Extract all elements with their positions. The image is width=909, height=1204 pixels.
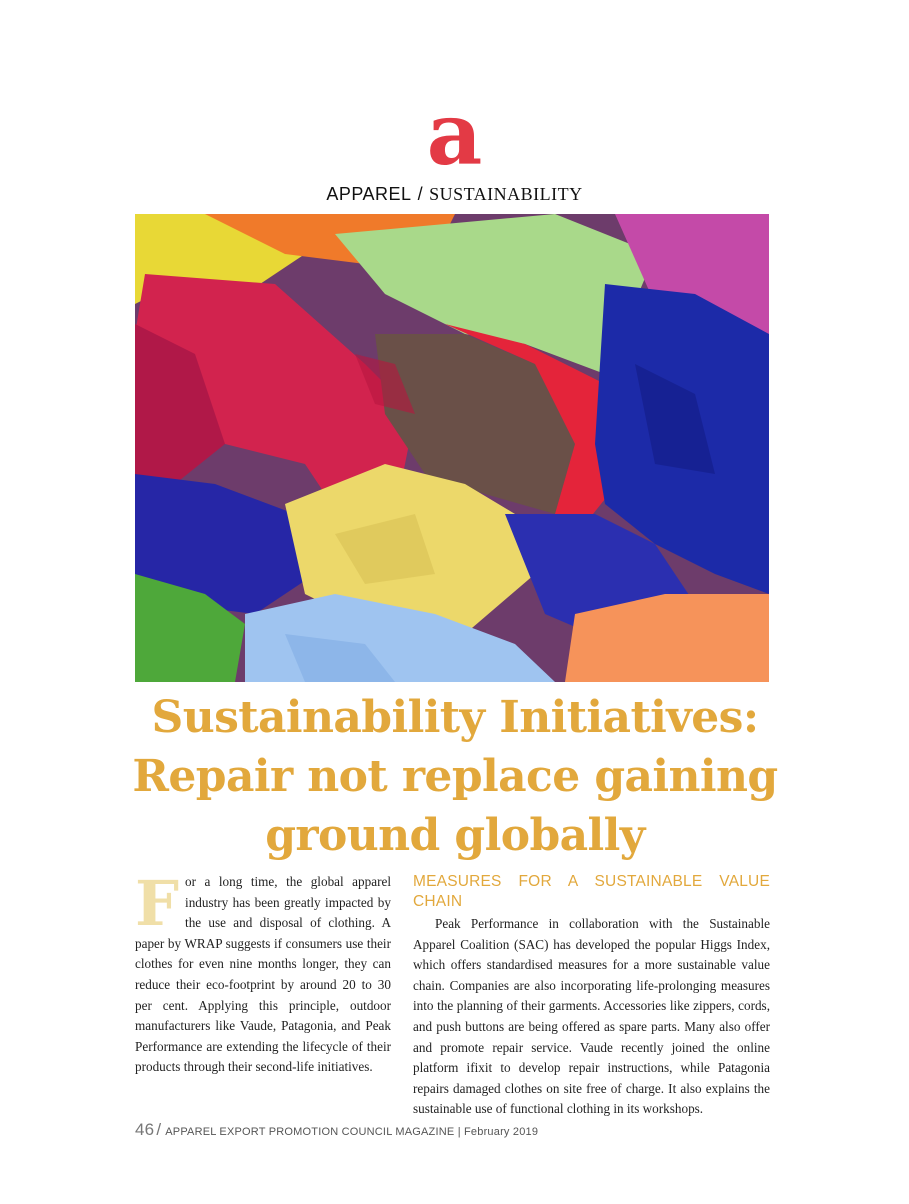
footer-slash: / [156, 1120, 162, 1139]
clothing-pile-photo-icon [135, 214, 769, 682]
publication-name: APPAREL EXPORT PROMOTION COUNCIL MAGAZINE [165, 1126, 455, 1138]
page-number: 46 [135, 1120, 155, 1139]
headline-line-3: ground globally [265, 810, 645, 861]
footer-divider: | [457, 1126, 461, 1138]
page-footer [135, 1120, 775, 1140]
headline-line-1: Sustainability Initiatives: [151, 692, 759, 743]
left-column-text: or a long time, the global apparel industry has been greatly impacted by the use and disposal of clothing. A paper by WRAP suggests if consumers use their clothes for even nine months longer, they can reduce their eco-footprint by around 20 to 30 per cent. Applying this principle, outdoor manufacturers like Vaude, Patagonia, and Peak Performance are extending the lifecycle of their products through their second-life initiatives. [135, 874, 391, 1075]
section-label [0, 184, 909, 205]
section-subcategory: SUSTAINABILITY [429, 184, 583, 204]
drop-cap: F [135, 867, 180, 940]
section-separator: / [417, 184, 424, 204]
magazine-logo: a [426, 84, 483, 185]
article-headline [110, 688, 800, 865]
headline-line-2: Repair not replace gaining [132, 751, 778, 802]
right-column-text: Peak Performance in collaboration with the Sustainable Apparel Coalition (SAC) has developed the popular Higgs Index, which offers standardised measures for a more sustainable value chain. Companies are also incorporating life-prolonging measures into the planning of their garments. Accessories like zippers, cords, and push buttons are being offered as spare parts. Many also offer and promote repair service. Vaude recently joined the online platform ifixit to develop repair instructions, while Patagonia repairs damaged clothes on site free of charge. It also explains the sustainable use of functional clothing in its workshops. [413, 916, 770, 1117]
right-column [413, 872, 770, 1120]
hero-image [135, 214, 769, 682]
issue-date: February 2019 [464, 1126, 539, 1138]
left-column [135, 867, 391, 1078]
section-category: APPAREL [326, 184, 412, 204]
section-subhead: MEASURES FOR A SUSTAINABLE VALUE CHAIN [413, 873, 770, 910]
